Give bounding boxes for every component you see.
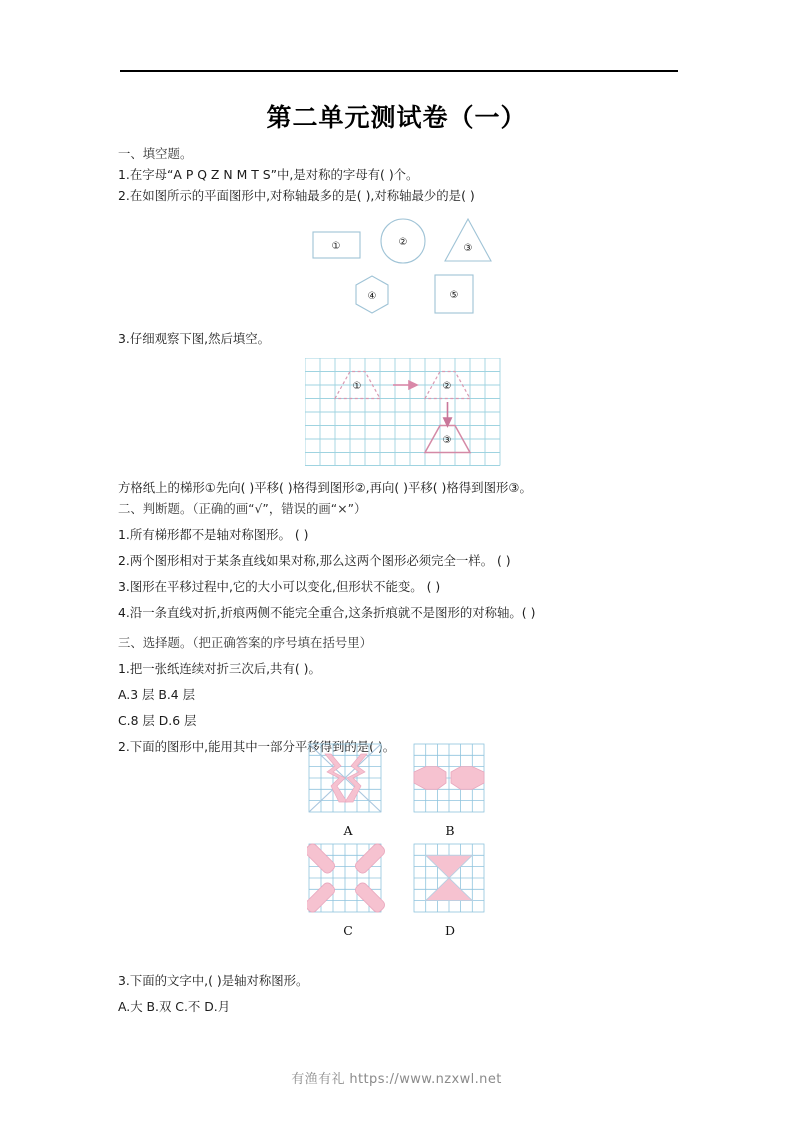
shape-label-4: ④ <box>367 291 377 302</box>
section-heading-true-false: 二、判断题。（正确的画“√”，错误的画“×”） <box>118 501 367 516</box>
arrow-down <box>444 402 451 426</box>
option-a-label: A <box>343 823 353 838</box>
shape-label-1: ① <box>331 241 341 252</box>
figure-translation-grid <box>305 358 501 466</box>
option-b-label: B <box>445 823 455 838</box>
option-c-bar-tl <box>307 842 337 875</box>
tf-item-4: 4.沿一条直线对折,折痕两侧不能完全重合,这条折痕就不是图形的对称轴。( ) <box>118 605 536 620</box>
mc-q2-stem: 2.下面的图形中,能用其中一部分平移得到的是( )。 <box>118 739 396 754</box>
option-c-bar-bl <box>307 881 337 914</box>
mc-q1-row2: C.8 层 D.6 层 <box>118 713 197 728</box>
question-fill-3: 3.仔细观察下图,然后填空。 <box>118 331 271 346</box>
grid-label-3: ③ <box>442 435 452 446</box>
mc-q2-option-b[interactable] <box>412 742 488 838</box>
section-heading-multiple-choice: 三、选择题。（把正确答案的序号填在括号里） <box>118 635 373 650</box>
option-b-hexagon-left <box>414 767 446 790</box>
option-d-figure <box>412 842 486 916</box>
question-fill-1: 1.在字母“A P Q Z N M T S”中,是对称的字母有( )个。 <box>118 167 419 182</box>
option-c-figure <box>307 842 385 916</box>
shape-label-5: ⑤ <box>449 290 459 301</box>
mc-q1-row1: A.3 层 B.4 层 <box>118 687 195 702</box>
grid-lines <box>305 358 500 466</box>
figure-shape-set <box>295 215 510 330</box>
shape-label-2: ② <box>398 237 408 248</box>
mc-q2-option-c[interactable] <box>307 842 389 938</box>
shape-triangle <box>445 219 491 261</box>
tf-item-3: 3.图形在平移过程中,它的大小可以变化,但形状不能变。 ( ) <box>118 579 441 594</box>
mc-q3-row: A.大 B.双 C.不 D.月 <box>118 999 231 1014</box>
header-rule <box>120 70 678 72</box>
tf-item-1: 1.所有梯形都不是轴对称图形。 ( ) <box>118 527 309 542</box>
question-fill-3-answer: 方格纸上的梯形①先向( )平移( )格得到图形②,再向( )平移( )格得到图形③。 <box>118 480 532 495</box>
option-c-label: C <box>343 923 353 938</box>
mc-q3-stem: 3.下面的文字中,( )是轴对称图形。 <box>118 973 309 988</box>
shape-label-3: ③ <box>463 243 473 254</box>
question-fill-2: 2.在如图所示的平面图形中,对称轴最多的是( ),对称轴最少的是( ) <box>118 188 475 203</box>
arrow-right <box>393 381 417 389</box>
tf-item-2: 2.两个图形相对于某条直线如果对称,那么这两个图形必须完全一样。 ( ) <box>118 553 511 568</box>
option-b-figure <box>412 742 486 816</box>
mc-q2-option-d[interactable] <box>412 842 488 938</box>
grid-label-1: ① <box>352 381 362 392</box>
option-a-figure <box>307 742 385 816</box>
mc-q1-stem: 1.把一张纸连续对折三次后,共有( )。 <box>118 661 321 676</box>
page-title: 第二单元测试卷（一） <box>266 103 527 132</box>
translation-grid-svg <box>305 358 501 466</box>
shape-set-svg <box>295 215 510 330</box>
footer-watermark: 有渔有礼 https://www.nzxwl.net <box>291 1072 502 1087</box>
mc-q2-option-a[interactable] <box>307 742 389 838</box>
option-b-hexagon-right <box>451 767 484 790</box>
grid-label-2: ② <box>442 381 452 392</box>
section-heading-fill-in: 一、填空题。 <box>118 146 193 161</box>
option-d-label: D <box>444 923 456 938</box>
